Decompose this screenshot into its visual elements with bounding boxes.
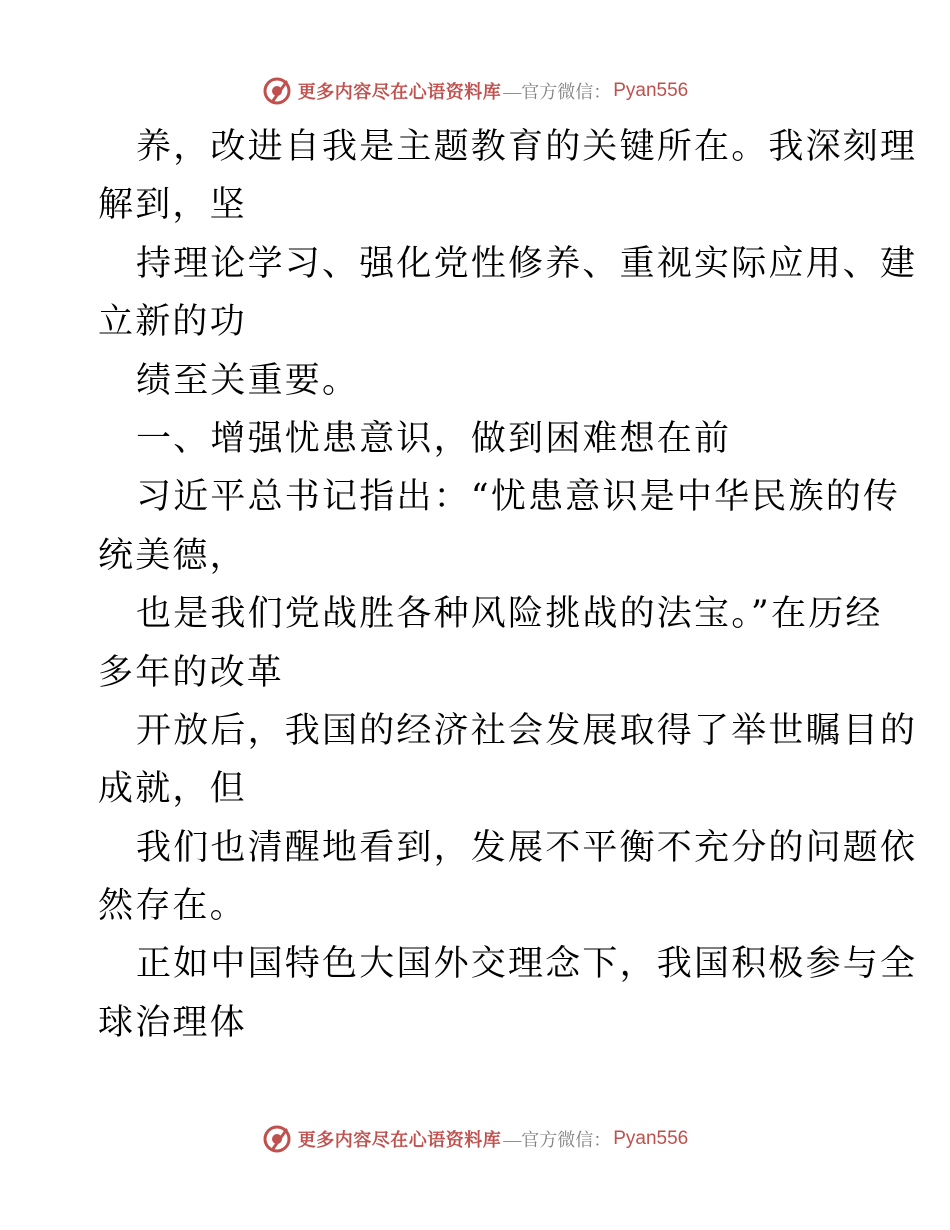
footer-banner: [0, 1119, 950, 1159]
text-line: 习近平总书记指出：“忧患意识是中华民族的传: [136, 477, 901, 518]
text-line: 多年的改革: [98, 652, 285, 693]
text-line: 统美德，: [98, 535, 247, 576]
text-line: 正如中国特色大国外交理念下，我国积极参与全: [136, 944, 918, 985]
text-line: 解到，坚: [98, 185, 247, 226]
text-line: 我们也清醒地看到，发展不平衡不充分的问题依: [136, 827, 918, 868]
text-line: 持理论学习、强化党性修养、重视实际应用、建: [136, 243, 918, 284]
header-banner: [0, 71, 950, 111]
text-line: 养，改进自我是主题教育的关键所在。我深刻理: [136, 127, 918, 167]
text-line: 成就，但: [98, 769, 247, 810]
text-line: 球治理体: [98, 1002, 247, 1043]
quill-logo-icon: [262, 1124, 292, 1154]
text-line: 也是我们党战胜各种风险挑战的法宝。”在历经: [136, 594, 883, 635]
banner-wechat-label: —官方微信：: [503, 1130, 612, 1150]
text-line: 然存在。: [98, 886, 247, 927]
quill-logo-icon: [262, 76, 292, 106]
banner-wechat-id: Pyan556: [613, 80, 689, 101]
document-body: [98, 118, 918, 1052]
banner-site-name: 更多内容尽在心语资料库: [297, 1130, 502, 1150]
section-heading: 一、增强忧患意识，做到困难想在前: [136, 418, 732, 459]
banner-wechat-label: —官方微信：: [503, 82, 612, 102]
banner-wechat-id: Pyan556: [613, 1128, 689, 1149]
banner-site-name: 更多内容尽在心语资料库: [297, 82, 502, 102]
text-line: 开放后，我国的经济社会发展取得了举世瞩目的: [136, 710, 918, 751]
text-line: 绩至关重要。: [136, 360, 360, 401]
text-line: 立新的功: [98, 302, 247, 343]
